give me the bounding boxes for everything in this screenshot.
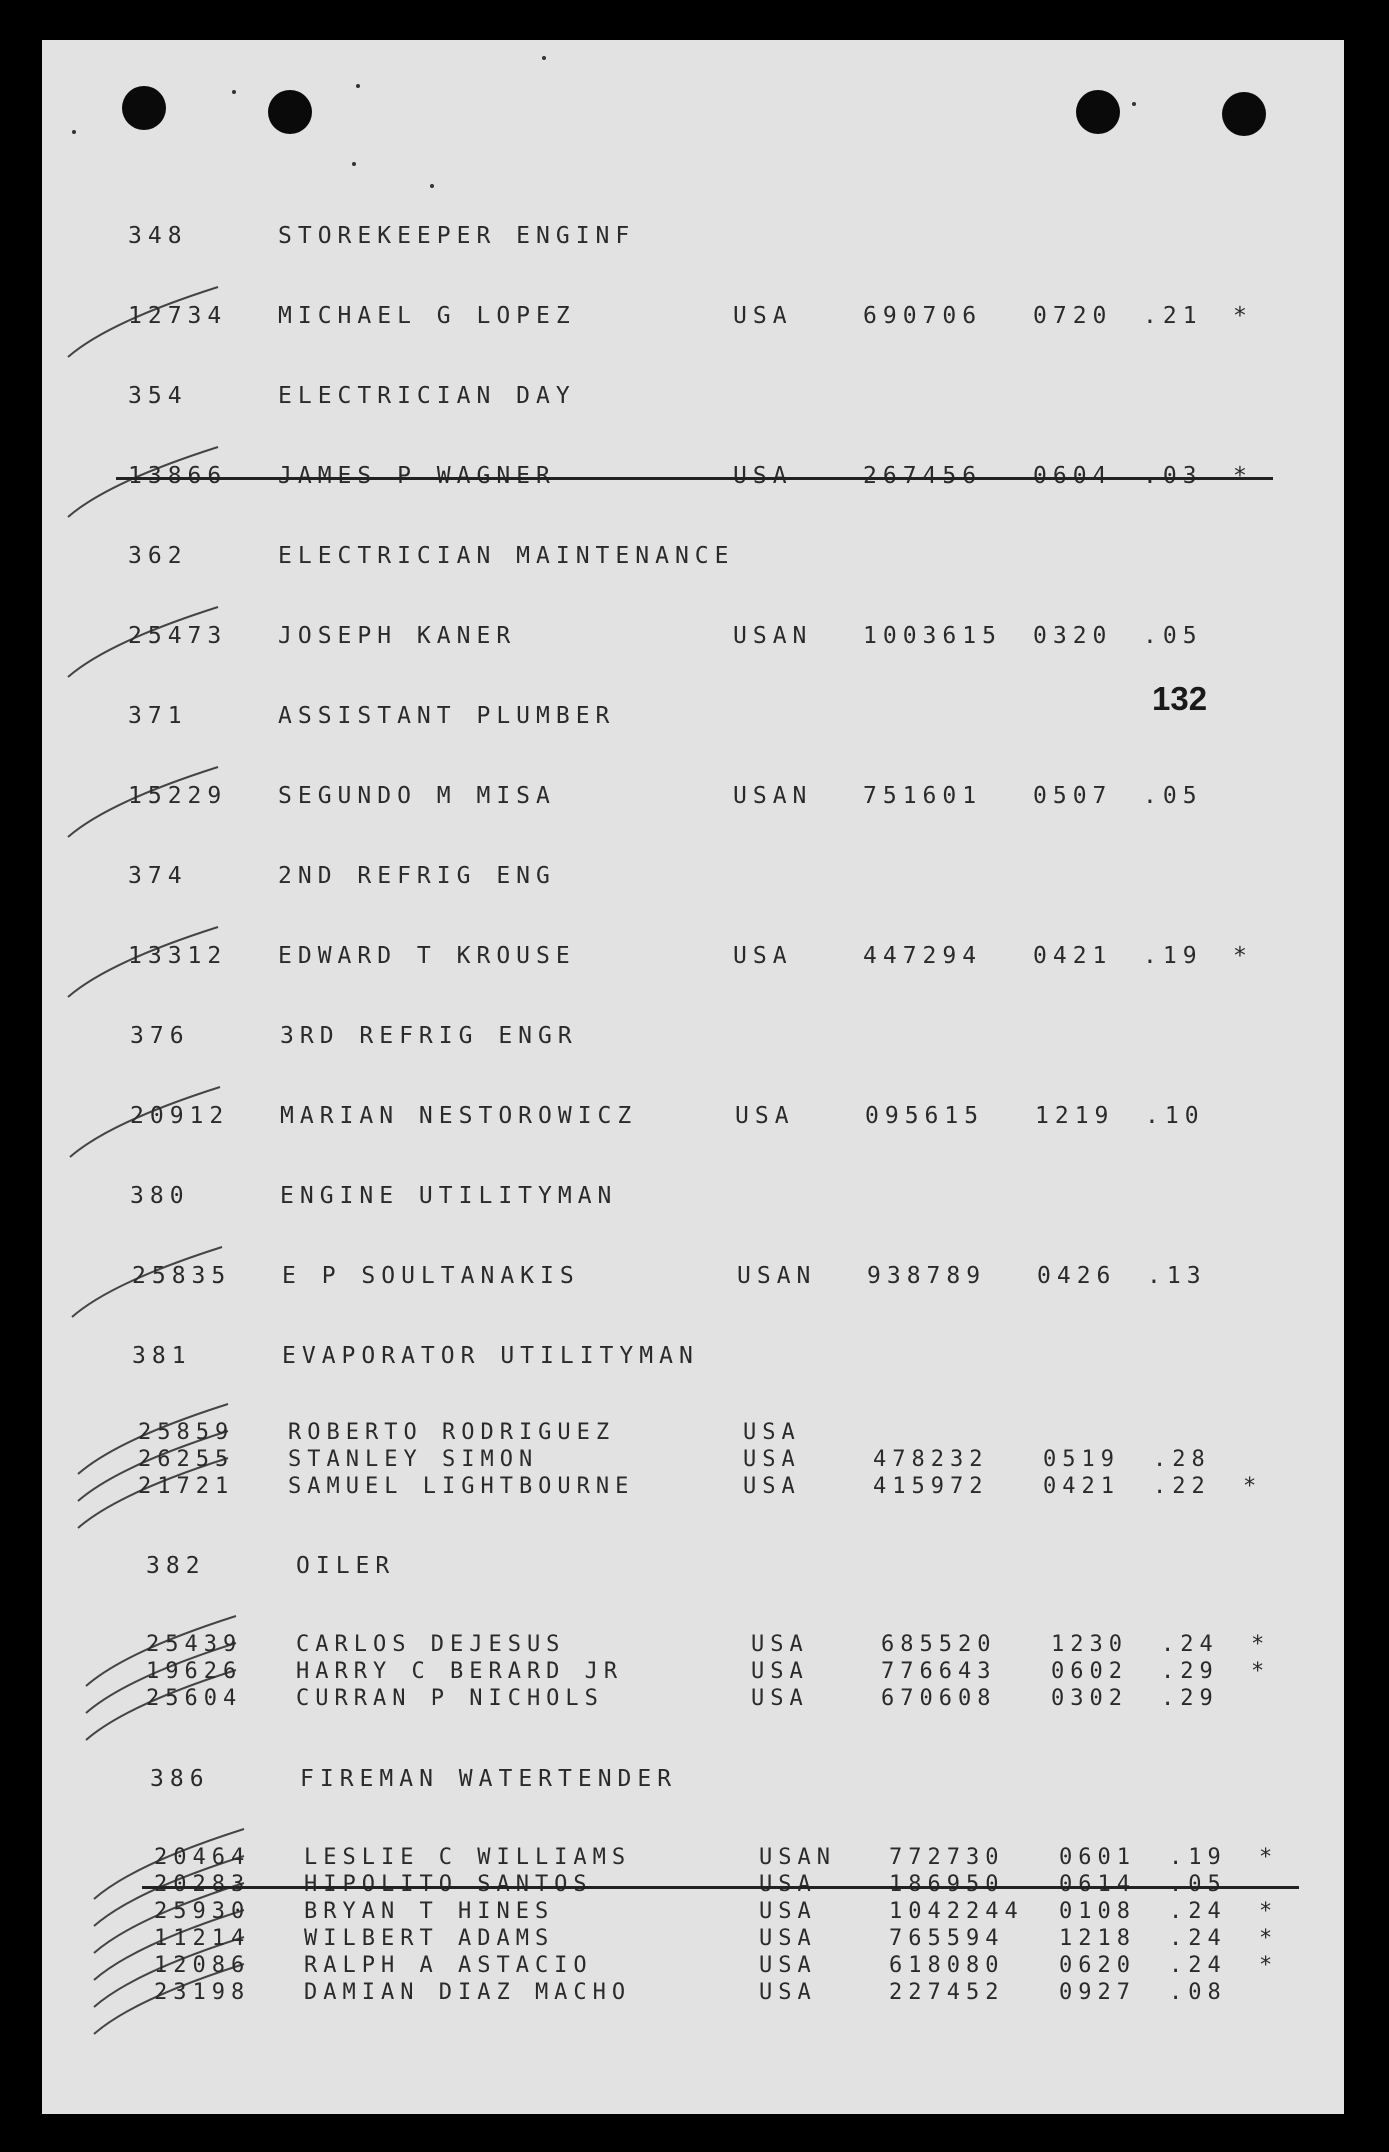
job-code: 382 — [146, 1553, 206, 1579]
rate: .05 — [1169, 1872, 1227, 1897]
job-title: OILER — [296, 1553, 396, 1579]
job-title: 3RD REFRIG ENGR — [280, 1023, 578, 1049]
date-code: 0421 — [1043, 1474, 1120, 1499]
crew-row — [146, 1686, 1271, 1712]
document-number: 095615 — [865, 1103, 985, 1129]
crew-number: 23198 — [154, 1980, 251, 2005]
crew-number: 20464 — [154, 1845, 251, 1870]
document-number: 690706 — [863, 303, 983, 329]
asterisk-mark: * — [1251, 1659, 1271, 1684]
crew-row — [138, 1447, 1263, 1473]
crew-number: 13866 — [128, 463, 228, 489]
job-title: EVAPORATOR UTILITYMAN — [282, 1343, 699, 1369]
job-title: ELECTRICIAN MAINTENANCE — [278, 543, 735, 569]
citizenship: USA — [751, 1659, 809, 1684]
date-code: 0519 — [1043, 1447, 1120, 1472]
document-number: 751601 — [863, 783, 983, 809]
job-title: ASSISTANT PLUMBER — [278, 703, 616, 729]
crew-number: 21721 — [138, 1474, 235, 1499]
date-code: 0602 — [1051, 1659, 1128, 1684]
document-number: 186950 — [889, 1872, 1005, 1897]
document-number: 670608 — [881, 1686, 997, 1711]
crew-number: 20912 — [130, 1103, 230, 1129]
date-code: 0927 — [1059, 1980, 1136, 2005]
job-heading — [130, 1183, 617, 1210]
crew-number: 13312 — [128, 943, 228, 969]
crew-number: 25835 — [132, 1263, 232, 1289]
job-title: FIREMAN WATERTENDER — [300, 1766, 678, 1792]
crew-number: 11214 — [154, 1926, 251, 1951]
date-code: 1218 — [1059, 1926, 1136, 1951]
asterisk-mark: * — [1259, 1953, 1279, 1978]
document-page — [42, 40, 1344, 2114]
crew-row — [128, 303, 1253, 330]
document-number: 478232 — [873, 1447, 989, 1472]
asterisk-mark: * — [1243, 1474, 1263, 1499]
job-heading — [130, 1023, 578, 1050]
crew-name: SAMUEL LIGHTBOURNE — [288, 1474, 635, 1499]
citizenship: USA — [733, 943, 793, 969]
job-code: 348 — [128, 223, 188, 249]
citizenship: USA — [751, 1632, 809, 1657]
rate: .05 — [1143, 783, 1203, 809]
rate: .21 — [1143, 303, 1203, 329]
crew-number: 20283 — [154, 1872, 251, 1897]
job-code: 362 — [128, 543, 188, 569]
crew-name: HARRY C BERARD JR — [296, 1659, 624, 1684]
citizenship: USA — [759, 1953, 817, 1978]
rate: .29 — [1161, 1686, 1219, 1711]
date-code: 1230 — [1051, 1632, 1128, 1657]
crew-number: 25604 — [146, 1686, 243, 1711]
asterisk-mark: * — [1259, 1899, 1279, 1924]
document-number: 765594 — [889, 1926, 1005, 1951]
job-heading — [132, 1343, 699, 1370]
job-heading — [146, 1553, 395, 1580]
rate: .19 — [1169, 1845, 1227, 1870]
crew-name: JAMES P WAGNER — [278, 463, 556, 489]
crew-number: 26255 — [138, 1447, 235, 1472]
citizenship: USA — [759, 1926, 817, 1951]
crew-row — [154, 1926, 1279, 1952]
crew-row — [154, 1953, 1279, 1979]
rate: .22 — [1153, 1474, 1211, 1499]
job-heading — [128, 863, 556, 890]
crew-number: 25439 — [146, 1632, 243, 1657]
crew-number: 25859 — [138, 1420, 235, 1445]
crew-row — [154, 1899, 1279, 1925]
job-code: 381 — [132, 1343, 192, 1369]
crew-name: CURRAN P NICHOLS — [296, 1686, 604, 1711]
asterisk-mark: * — [1233, 943, 1253, 969]
job-heading — [150, 1766, 677, 1793]
crew-row — [128, 783, 1253, 810]
rate: .10 — [1145, 1103, 1205, 1129]
crew-name: WILBERT ADAMS — [304, 1926, 555, 1951]
crew-row — [128, 943, 1253, 970]
crew-name: EDWARD T KROUSE — [278, 943, 576, 969]
citizenship: USA — [735, 1103, 795, 1129]
citizenship: USA — [733, 463, 793, 489]
crew-number: 25930 — [154, 1899, 251, 1924]
citizenship: USAN — [733, 623, 813, 649]
crew-row — [128, 623, 1253, 650]
rate: .29 — [1161, 1659, 1219, 1684]
rate: .28 — [1153, 1447, 1211, 1472]
crew-row — [146, 1659, 1271, 1685]
date-code: 0720 — [1033, 303, 1113, 329]
crew-row — [130, 1103, 1255, 1130]
job-title: STOREKEEPER ENGINF — [278, 223, 636, 249]
citizenship: USA — [733, 303, 793, 329]
asterisk-mark: * — [1251, 1632, 1271, 1657]
date-code: 0421 — [1033, 943, 1113, 969]
job-code: 354 — [128, 383, 188, 409]
rate: .05 — [1143, 623, 1203, 649]
crew-name: CARLOS DEJESUS — [296, 1632, 566, 1657]
date-code: 1219 — [1035, 1103, 1115, 1129]
date-code: 0507 — [1033, 783, 1113, 809]
crew-name: HIPOLITO SANTOS — [304, 1872, 593, 1897]
crew-row — [146, 1632, 1271, 1658]
job-heading — [128, 703, 615, 730]
citizenship: USA — [743, 1474, 801, 1499]
citizenship: USA — [751, 1686, 809, 1711]
crew-name: STANLEY SIMON — [288, 1447, 539, 1472]
crew-row — [154, 1980, 1279, 2006]
date-code: 0108 — [1059, 1899, 1136, 1924]
citizenship: USAN — [759, 1845, 836, 1870]
date-code: 0320 — [1033, 623, 1113, 649]
job-code: 386 — [150, 1766, 210, 1792]
crew-name: BRYAN T HINES — [304, 1899, 555, 1924]
crew-row — [132, 1263, 1257, 1290]
date-code: 0302 — [1051, 1686, 1128, 1711]
crew-name: DAMIAN DIAZ MACHO — [304, 1980, 632, 2005]
citizenship: USA — [743, 1447, 801, 1472]
crew-name: SEGUNDO M MISA — [278, 783, 556, 809]
document-number: 1042244 — [889, 1899, 1024, 1924]
pencil-check-marks — [42, 40, 1344, 2114]
document-number: 267456 — [863, 463, 983, 489]
date-code: 0620 — [1059, 1953, 1136, 1978]
job-title: 2ND REFRIG ENG — [278, 863, 556, 889]
rate: .24 — [1169, 1899, 1227, 1924]
job-heading — [128, 223, 635, 250]
date-code: 0604 — [1033, 463, 1113, 489]
rate: .24 — [1169, 1926, 1227, 1951]
asterisk-mark: * — [1259, 1845, 1279, 1870]
rate: .03 — [1143, 463, 1203, 489]
document-number: 776643 — [881, 1659, 997, 1684]
crew-row — [154, 1845, 1279, 1871]
citizenship: USAN — [733, 783, 813, 809]
document-number: 227452 — [889, 1980, 1005, 2005]
citizenship: USA — [759, 1899, 817, 1924]
crew-number: 15229 — [128, 783, 228, 809]
crew-row — [138, 1474, 1263, 1500]
crew-name: MARIAN NESTOROWICZ — [280, 1103, 638, 1129]
crew-name: JOSEPH KANER — [278, 623, 517, 649]
date-code: 0426 — [1037, 1263, 1117, 1289]
rate: .24 — [1169, 1953, 1227, 1978]
crew-number: 19626 — [146, 1659, 243, 1684]
crew-number: 12734 — [128, 303, 228, 329]
document-number: 415972 — [873, 1474, 989, 1499]
document-number: 772730 — [889, 1845, 1005, 1870]
citizenship: USAN — [737, 1263, 817, 1289]
crew-name: RALPH A ASTACIO — [304, 1953, 593, 1978]
asterisk-mark: * — [1233, 303, 1253, 329]
date-code: 0601 — [1059, 1845, 1136, 1870]
document-number: 447294 — [863, 943, 983, 969]
crew-name: MICHAEL G LOPEZ — [278, 303, 576, 329]
document-number: 1003615 — [863, 623, 1002, 649]
page-number-stamp: 132 — [1152, 680, 1208, 717]
job-code: 374 — [128, 863, 188, 889]
document-number: 938789 — [867, 1263, 987, 1289]
crew-number: 25473 — [128, 623, 228, 649]
job-code: 376 — [130, 1023, 190, 1049]
job-code: 371 — [128, 703, 188, 729]
citizenship: USA — [759, 1872, 817, 1897]
crew-row — [138, 1420, 1263, 1446]
job-title: ELECTRICIAN DAY — [278, 383, 576, 409]
document-number: 618080 — [889, 1953, 1005, 1978]
crew-name: E P SOULTANAKIS — [282, 1263, 580, 1289]
crew-row-struck — [154, 1872, 1279, 1898]
crew-number: 12086 — [154, 1953, 251, 1978]
citizenship: USA — [743, 1420, 801, 1445]
crew-name: LESLIE C WILLIAMS — [304, 1845, 632, 1870]
job-heading — [128, 383, 576, 410]
crew-name: ROBERTO RODRIGUEZ — [288, 1420, 616, 1445]
job-title: ENGINE UTILITYMAN — [280, 1183, 618, 1209]
rate: .19 — [1143, 943, 1203, 969]
rate: .24 — [1161, 1632, 1219, 1657]
job-code: 380 — [130, 1183, 190, 1209]
rate: .08 — [1169, 1980, 1227, 2005]
asterisk-mark: * — [1233, 463, 1253, 489]
citizenship: USA — [759, 1980, 817, 2005]
document-number: 685520 — [881, 1632, 997, 1657]
date-code: 0614 — [1059, 1872, 1136, 1897]
rate: .13 — [1147, 1263, 1207, 1289]
asterisk-mark: * — [1259, 1926, 1279, 1951]
job-heading — [128, 543, 735, 570]
crew-row-struck — [128, 463, 1253, 490]
